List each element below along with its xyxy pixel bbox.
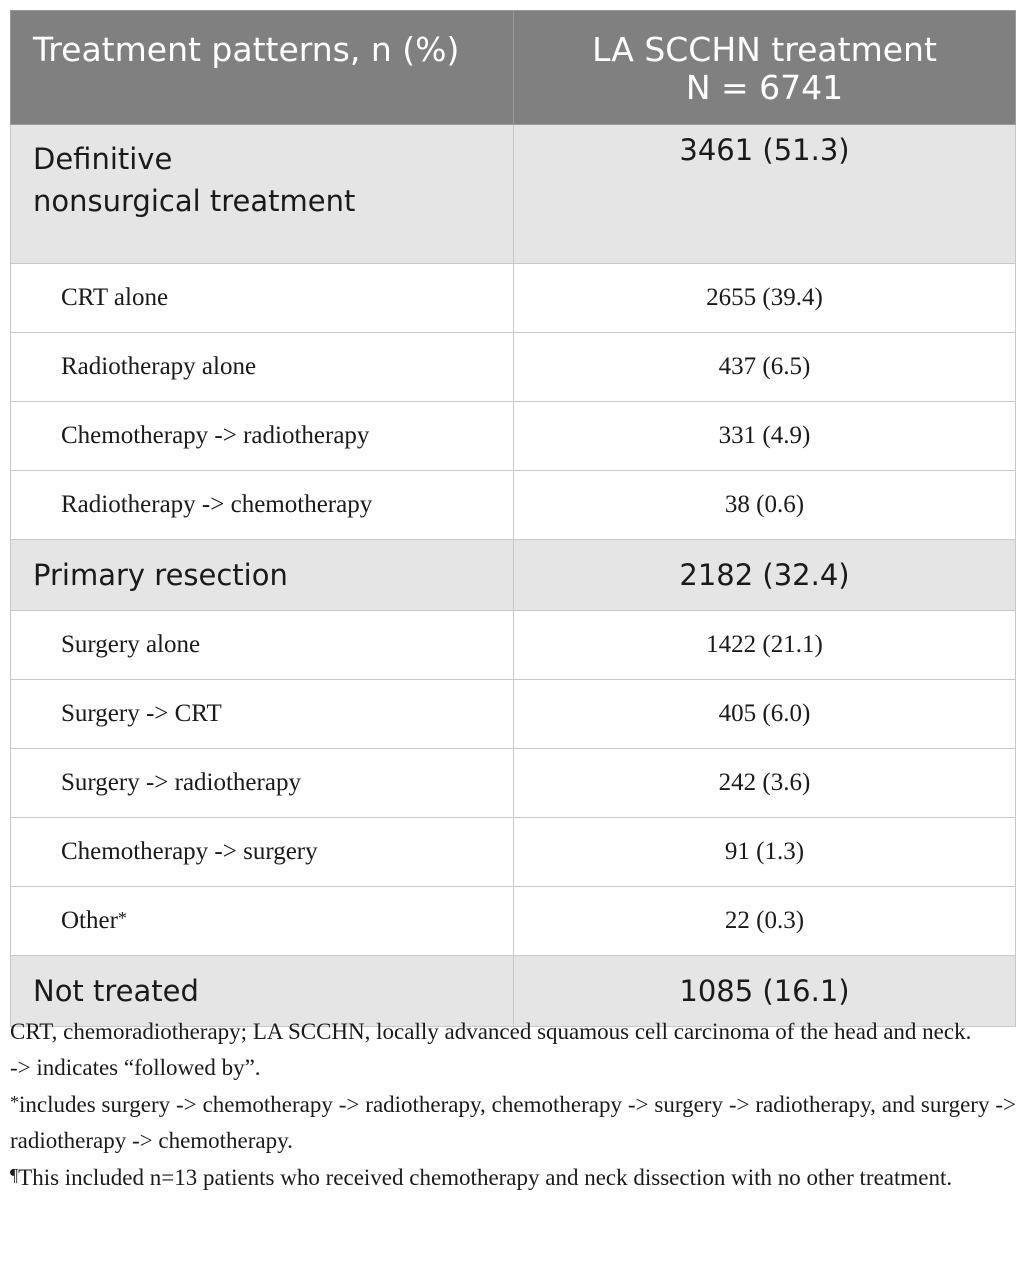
- footnote-arrow: -> indicates “followed by”.: [10, 1054, 261, 1080]
- table-row: [11, 611, 1016, 680]
- table-header-row: [11, 11, 1016, 125]
- section-label: Not treated: [11, 956, 514, 1027]
- table-row: [11, 818, 1016, 887]
- row-label: Surgery alone: [11, 611, 514, 680]
- table-row: [11, 749, 1016, 818]
- footnote-pilcrow-symbol: ¶: [10, 1165, 19, 1185]
- footnote-star-symbol: *: [10, 1092, 19, 1112]
- row-value: 242 (3.6): [514, 749, 1016, 818]
- section-row-definitive-nonsurgical: [11, 125, 1016, 264]
- table-row: [11, 333, 1016, 402]
- treatment-patterns-table: [10, 10, 1016, 1027]
- footnote-pilcrow-text: This included n=13 patients who received chemotherapy and neck dissection with no other treatment.: [18, 1165, 953, 1190]
- row-label: Radiotherapy alone: [11, 333, 514, 402]
- section-value: 2182 (32.4): [514, 540, 1016, 611]
- row-label: Chemotherapy -> surgery: [11, 818, 514, 887]
- table-row: [11, 471, 1016, 540]
- row-label: Chemotherapy -> radiotherapy: [11, 402, 514, 471]
- row-value: 38 (0.6): [514, 471, 1016, 540]
- section-value: 3461 (51.3): [514, 125, 1016, 264]
- row-value: 1422 (21.1): [514, 611, 1016, 680]
- header-treatment-patterns: Treatment patterns, n (%): [11, 11, 514, 125]
- table-row: [11, 264, 1016, 333]
- footnote-star: [10, 1085, 1016, 1158]
- header-col2-line1: LA SCCHN treatment: [592, 30, 937, 69]
- row-label: Radiotherapy -> chemotherapy: [11, 471, 514, 540]
- table-row: [11, 680, 1016, 749]
- row-label: Surgery -> radiotherapy: [11, 749, 514, 818]
- section-label: Primary resection: [11, 540, 514, 611]
- footnote-star-text: includes surgery -> chemotherapy -> radiotherapy, chemotherapy -> surgery -> radiotherapy, and surgery -> radiotherapy -> chemotherapy.: [10, 1092, 1016, 1153]
- header-col2-line2: N = 6741: [685, 68, 844, 107]
- footnote-star-marker: *: [117, 908, 127, 928]
- row-value: 22 (0.3): [514, 887, 1016, 956]
- header-la-scchn-treatment: [514, 11, 1016, 125]
- footnote-abbreviations: CRT, chemoradiotherapy; LA SCCHN, locally advanced squamous cell carcinoma of the head and neck.: [10, 1019, 972, 1044]
- footnote-pilcrow: [10, 1158, 1016, 1196]
- table-footnotes: [10, 1014, 1016, 1196]
- row-label-text: Other: [61, 907, 118, 934]
- table-row: [11, 887, 1016, 956]
- table-container: [10, 10, 1015, 1027]
- row-label: Surgery -> CRT: [11, 680, 514, 749]
- table-row: [11, 402, 1016, 471]
- row-value: 405 (6.0): [514, 680, 1016, 749]
- row-value: 91 (1.3): [514, 818, 1016, 887]
- section-value: 1085 (16.1): [514, 956, 1016, 1027]
- section-label-line1: Definitive: [33, 142, 173, 176]
- section-row-primary-resection: [11, 540, 1016, 611]
- row-label: CRT alone: [11, 264, 514, 333]
- row-value: 331 (4.9): [514, 402, 1016, 471]
- row-value: 2655 (39.4): [514, 264, 1016, 333]
- section-label: [11, 125, 514, 264]
- row-label-other: [11, 887, 514, 956]
- section-label-line2: nonsurgical treatment: [33, 184, 356, 218]
- row-value: 437 (6.5): [514, 333, 1016, 402]
